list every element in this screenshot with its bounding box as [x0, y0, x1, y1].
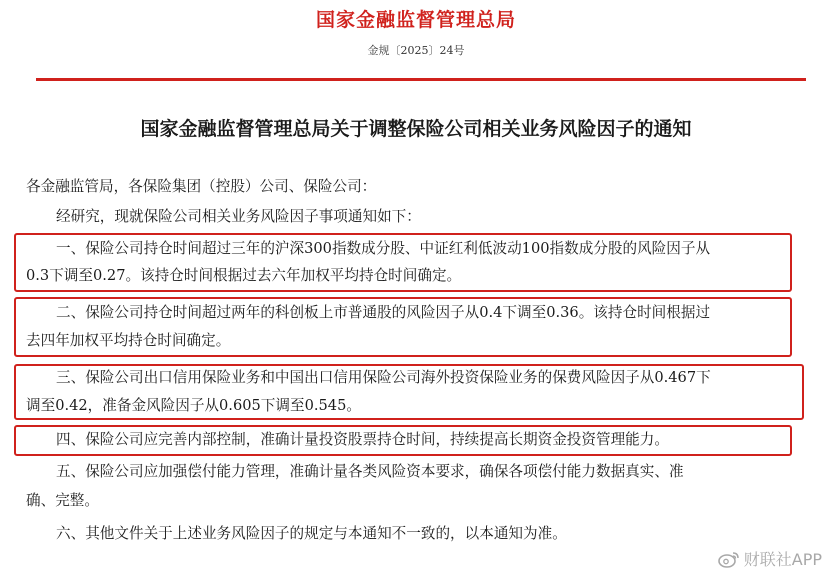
intro-line: 经研究，现就保险公司相关业务风险因子事项通知如下： [56, 208, 421, 225]
document-number: 金规〔2025〕24号 [367, 44, 465, 57]
item-2-line-2: 去四年加权平均持仓时间确定。 [26, 332, 231, 349]
item-1-line-2: 0.3下调至0.27。该持仓时间根据过去六年加权平均持仓时间确定。 [26, 267, 462, 284]
item-1-line-1: 一、保险公司持仓时间超过三年的沪深300指数成分股、中证红利低波动100指数成分股的风险因子从 [56, 240, 711, 257]
issuer-title: 国家金融监督管理总局 [315, 9, 516, 31]
item-2-line-1: 二、保险公司持仓时间超过两年的科创板上市普通股的风险因子从0.4下调至0.36。该持仓时间根据过 [56, 304, 711, 321]
weibo-logo-icon [718, 550, 740, 568]
item-5-line-2: 确、完整。 [26, 492, 99, 509]
notice-title: 国家金融监督管理总局关于调整保险公司相关业务风险因子的通知 [140, 118, 692, 140]
item-4-line-1: 四、保险公司应完善内部控制，准确计量投资股票持仓时间，持续提高长期资金投资管理能力。 [56, 431, 669, 448]
item-3-line-1: 三、保险公司出口信用保险业务和中国出口信用保险公司海外投资保险业务的保费风险因子从0.467下 [56, 369, 711, 386]
item-5-line-1: 五、保险公司应加强偿付能力管理，准确计量各类风险资本要求，确保各项偿付能力数据真实、准 [56, 463, 684, 480]
red-divider [36, 78, 806, 81]
watermark [718, 547, 822, 570]
item-3-line-2: 调至0.42，准备金风险因子从0.605下调至0.545。 [26, 397, 361, 414]
item-6-line-1: 六、其他文件关于上述业务风险因子的规定与本通知不一致的，以本通知为准。 [56, 525, 567, 542]
addressee-line: 各金融监管局，各保险集团（控股）公司、保险公司： [26, 178, 377, 195]
watermark-text: 财联社APP [743, 550, 822, 569]
